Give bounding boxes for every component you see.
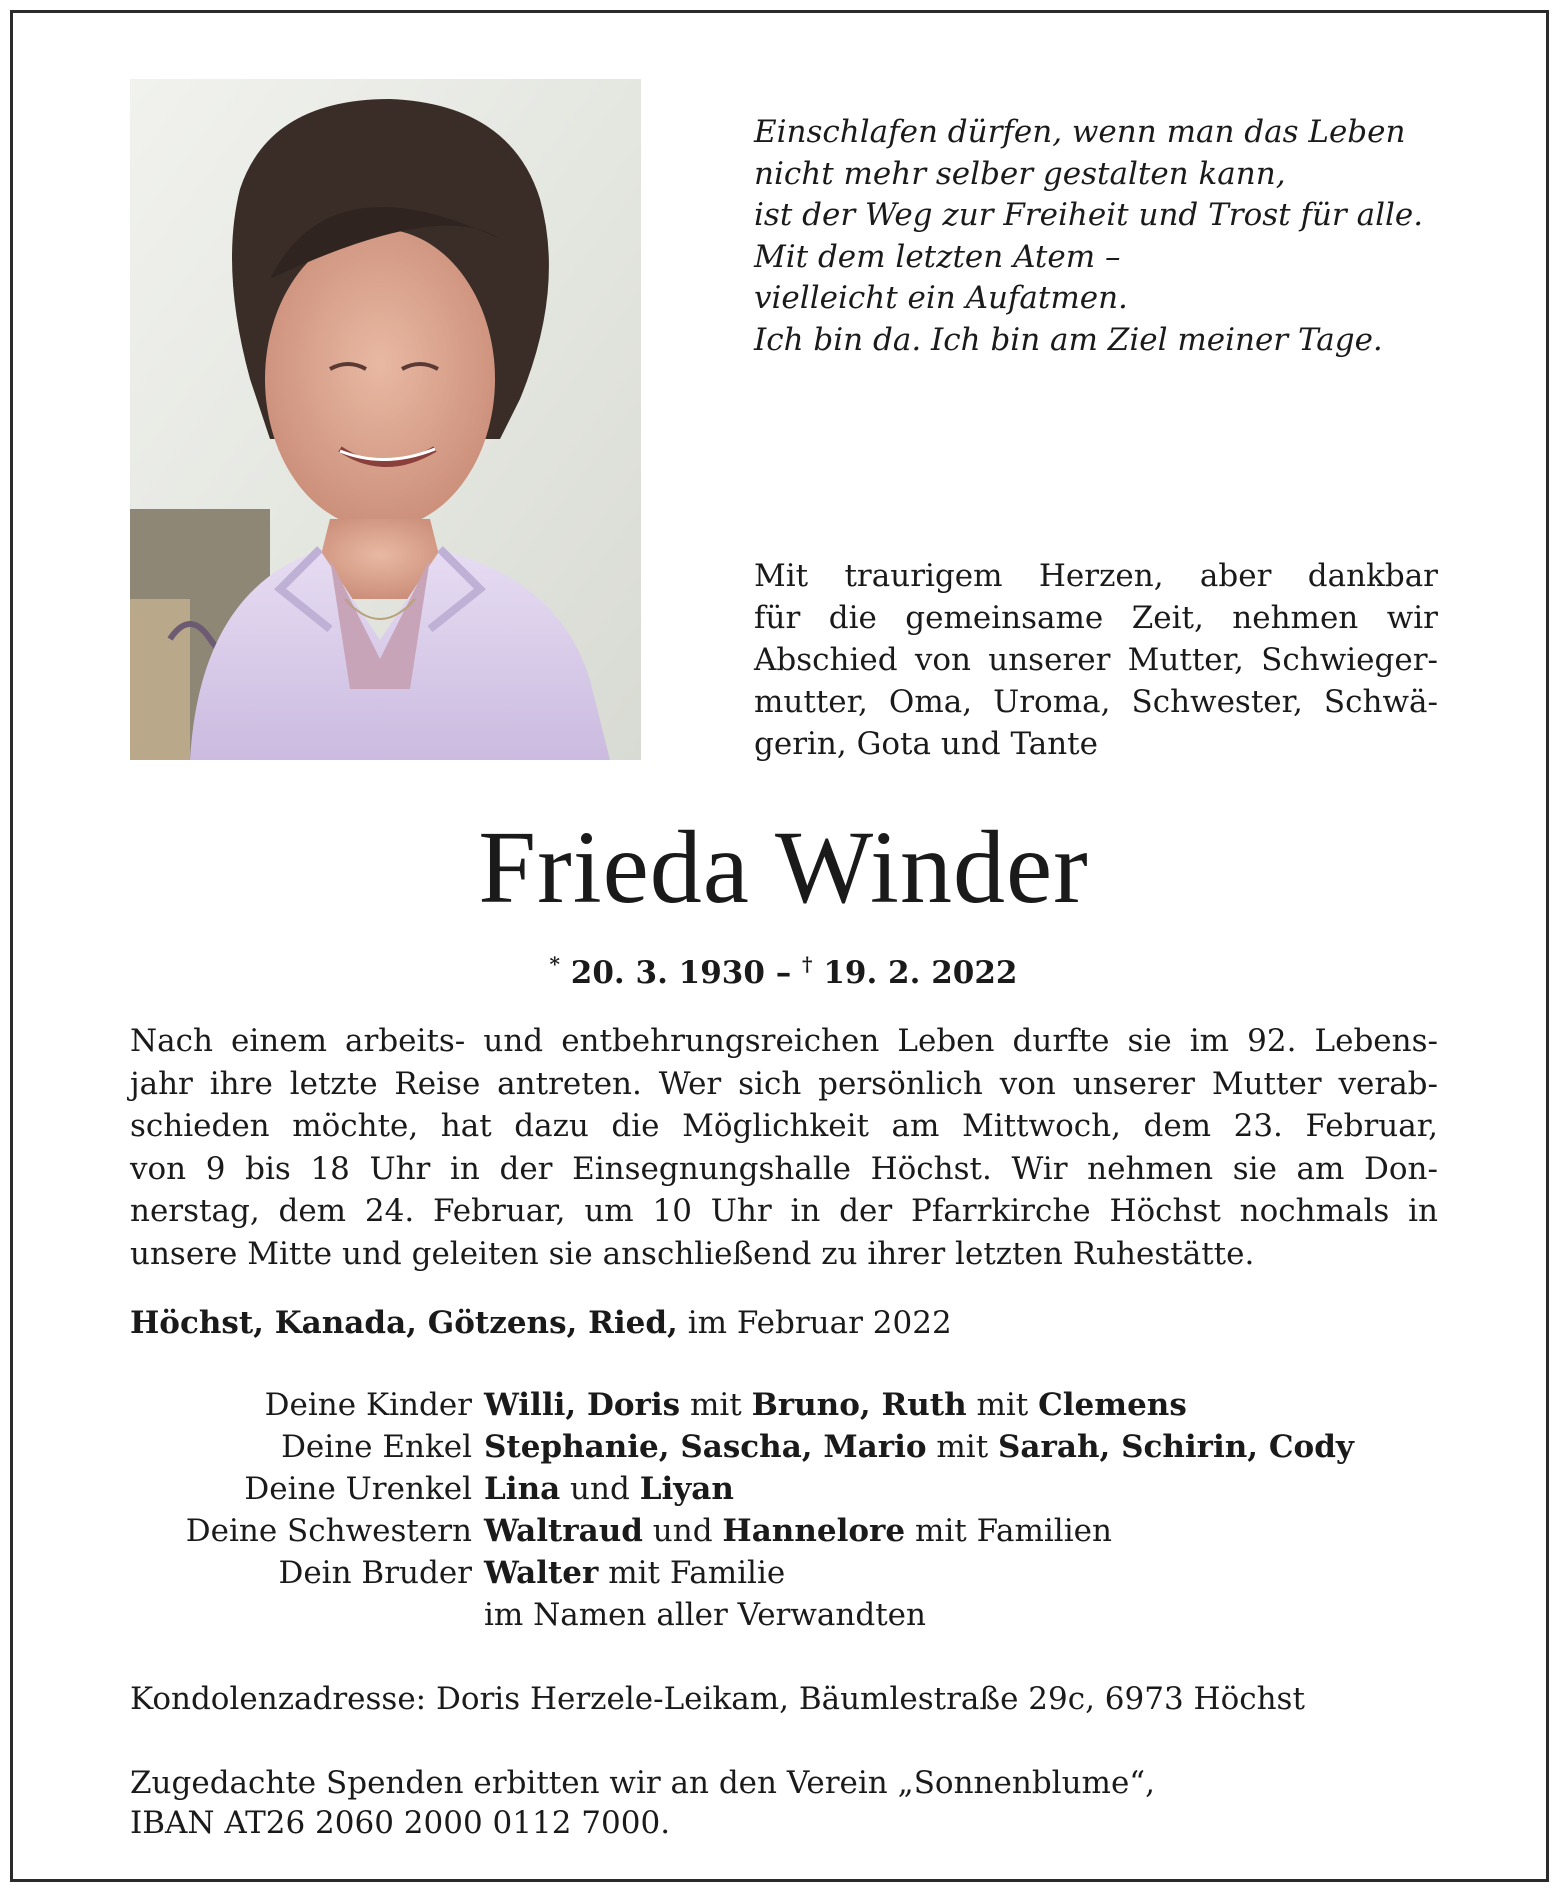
family-relation-label <box>130 1594 484 1636</box>
family-relation-label: Deine Kinder <box>264 1387 472 1423</box>
birth-date: 20. 3. 1930 <box>570 955 765 991</box>
family-member-name: Lina <box>484 1471 561 1507</box>
donations-iban: IBAN AT26 2060 2000 0112 7000. <box>130 1805 671 1841</box>
family-relation-label: Deine Schwestern <box>185 1513 472 1549</box>
donations-line: Zugedachte Spenden erbitten wir an den Verein „Sonnenblume“, <box>130 1765 1155 1801</box>
announcement-line: von 9 bis 18 Uhr in der Einsegnungshalle Höchst. Wir nehmen sie am Don- <box>130 1150 1438 1187</box>
place-date: im Februar 2022 <box>677 1305 952 1341</box>
portrait-illustration <box>130 79 641 760</box>
family-names <box>484 1552 785 1594</box>
family-row <box>130 1384 1450 1426</box>
announcement-line: Nach einem arbeits- und entbehrungsreichen Leben durfte sie im 92. Lebens- <box>130 1023 1438 1059</box>
family-relation-label: Dein Bruder <box>278 1555 472 1591</box>
donations-note <box>130 1763 1155 1843</box>
portrait-photo <box>130 79 641 760</box>
family-row <box>130 1426 1450 1468</box>
family-member-name: Hannelore <box>722 1513 906 1549</box>
family-names <box>484 1510 1112 1552</box>
family-relation-label: Deine Enkel <box>281 1429 472 1465</box>
family-row <box>130 1552 1450 1594</box>
family-member-name: Waltraud <box>484 1513 643 1549</box>
family-connector: und <box>642 1513 723 1549</box>
announcement-line: unsere Mitte und geleiten sie anschließend zu ihrer letzten Ruhestätte. <box>130 1235 1255 1272</box>
farewell-line: für die gemeinsame Zeit, nehmen wir <box>754 600 1438 636</box>
death-date: 19. 2. 2022 <box>823 955 1018 991</box>
family-names <box>484 1426 1354 1468</box>
family-row <box>130 1468 1450 1510</box>
farewell-text <box>754 555 1438 765</box>
family-relation-label: Deine Urenkel <box>244 1471 472 1507</box>
farewell-line: mutter, Oma, Uroma, Schwester, Schwä- <box>754 684 1438 720</box>
announcement-line: schieden möchte, hat dazu die Möglichkeit am Mittwoch, dem 23. Februar, <box>130 1108 1438 1144</box>
farewell-line: Abschied von unserer Mutter, Schwieger- <box>754 642 1438 678</box>
family-list <box>130 1384 1450 1636</box>
family-names <box>484 1594 926 1636</box>
poem <box>754 112 1454 361</box>
family-member-name: Bruno, Ruth <box>751 1387 967 1423</box>
farewell-line: Mit traurigem Herzen, aber dankbar <box>754 558 1438 594</box>
birth-symbol: * <box>549 952 560 976</box>
family-connector: mit Familie <box>598 1555 786 1591</box>
family-connector: mit <box>680 1387 752 1423</box>
place-and-date <box>130 1302 952 1344</box>
family-member-name: Walter <box>484 1555 599 1591</box>
announcement-text <box>130 1020 1438 1275</box>
condolence-address: Kondolenzadresse: Doris Herzele-Leikam, Bäumlestraße 29c, 6973 Höchst <box>130 1681 1305 1717</box>
family-connector: mit Familien <box>905 1513 1112 1549</box>
family-connector: mit <box>966 1387 1039 1423</box>
poem-line: Ich bin da. Ich bin am Ziel meiner Tage. <box>754 321 1383 358</box>
poem-line: Einschlafen dürfen, wenn man das Leben <box>754 114 1406 150</box>
family-member-name: Clemens <box>1038 1387 1187 1423</box>
family-row <box>130 1510 1450 1552</box>
family-connector: und <box>560 1471 640 1507</box>
family-row <box>130 1594 1450 1636</box>
poem-line: ist der Weg zur Freiheit und Trost für alle. <box>754 197 1424 233</box>
life-dates <box>0 944 1567 993</box>
family-names <box>484 1384 1187 1426</box>
poem-line: vielleicht ein Aufatmen. <box>754 280 1128 316</box>
poem-line: Mit dem letzten Atem – <box>754 238 1121 275</box>
family-connector: mit <box>926 1429 999 1465</box>
poem-line: nicht mehr selber gestalten kann, <box>754 155 1286 192</box>
deceased-name: Frieda Winder <box>478 810 1089 925</box>
announcement-line: nerstag, dem 24. Februar, um 10 Uhr in der Pfarrkirche Höchst nochmals in <box>130 1193 1438 1229</box>
death-symbol: † <box>802 952 813 976</box>
family-names <box>484 1468 734 1510</box>
farewell-line: gerin, Gota und Tante <box>754 726 1098 762</box>
place-locations: Höchst, Kanada, Götzens, Ried, <box>130 1305 678 1341</box>
announcement-line: jahr ihre letzte Reise antreten. Wer sich persönlich von unserer Mutter verab- <box>130 1065 1438 1102</box>
family-member-name: Liyan <box>639 1471 734 1507</box>
family-member-name: Sarah, Schirin, Cody <box>998 1429 1354 1465</box>
family-member-name: Willi, Doris <box>484 1387 681 1423</box>
date-separator: – <box>775 955 792 991</box>
family-connector: im Namen aller Verwandten <box>484 1597 926 1633</box>
family-member-name: Stephanie, Sascha, Mario <box>484 1429 927 1465</box>
